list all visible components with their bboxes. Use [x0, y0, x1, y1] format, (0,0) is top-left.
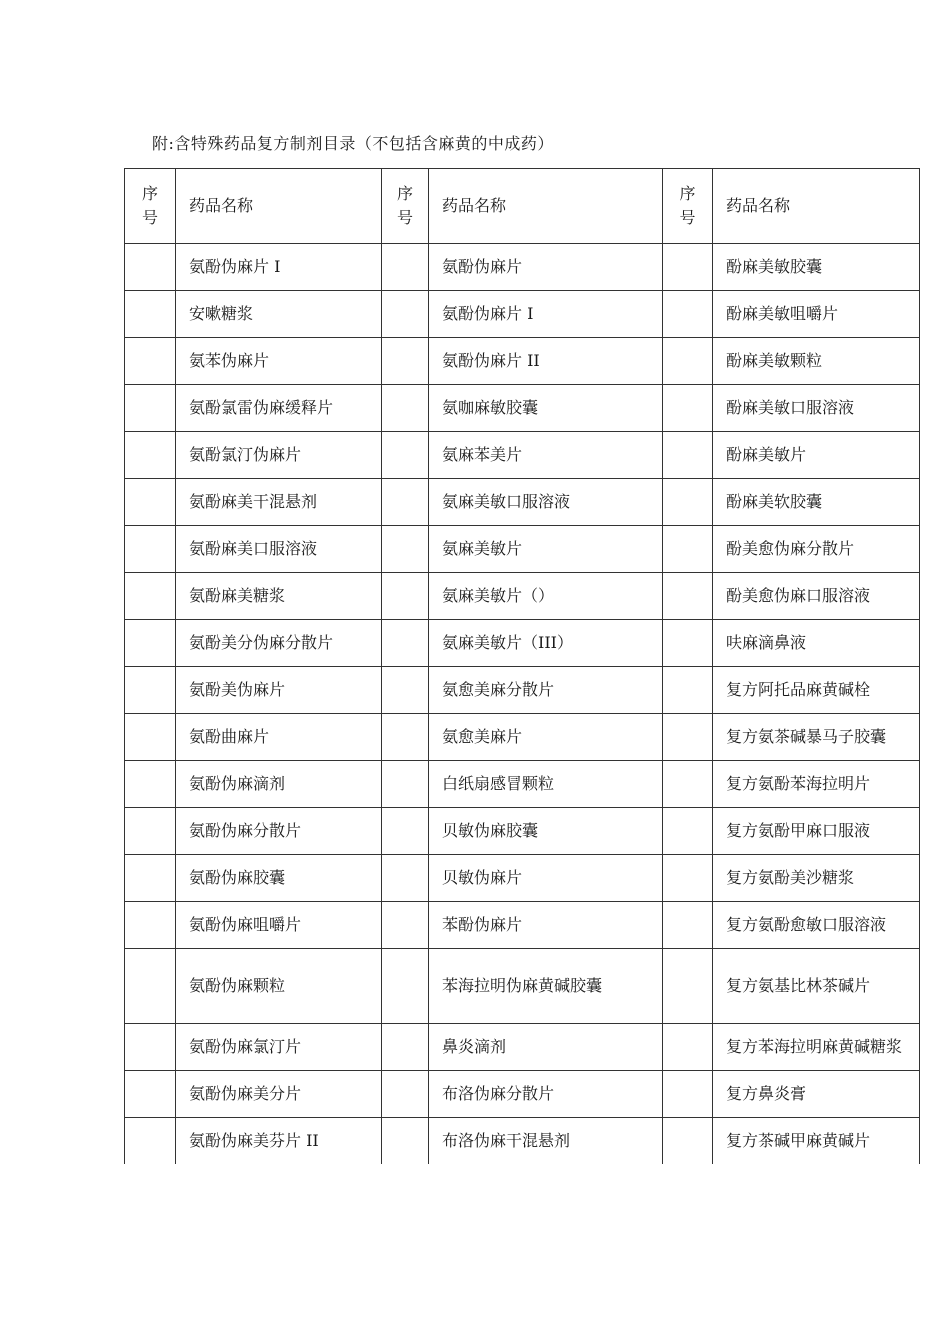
drug-name-cell: 复方氨酚愈敏口服溶液: [713, 902, 920, 949]
drug-name-cell: 复方阿托品麻黄碱栓: [713, 667, 920, 714]
drug-name-cell: 氨愈美麻片: [429, 714, 663, 761]
drug-name-cell: 氨咖麻敏胶囊: [429, 385, 663, 432]
row-number-cell: [663, 291, 713, 338]
row-number-cell: [382, 667, 429, 714]
row-number-cell: [125, 385, 176, 432]
table-row: [125, 620, 920, 667]
row-number-cell: [663, 714, 713, 761]
row-number-cell: [125, 1024, 176, 1071]
row-number-cell: [382, 1024, 429, 1071]
drug-name-cell: 酚美愈伪麻口服溶液: [713, 573, 920, 620]
row-number-cell: [663, 620, 713, 667]
row-number-cell: [382, 573, 429, 620]
row-number-cell: [663, 1118, 713, 1165]
drug-name-cell: 复方苯海拉明麻黄碱糖浆: [713, 1024, 920, 1071]
row-number-cell: [663, 244, 713, 291]
drug-name-cell: 氨酚美分伪麻分散片: [176, 620, 382, 667]
drug-name-cell: 氨酚伪麻分散片: [176, 808, 382, 855]
table-row: [125, 432, 920, 479]
drug-name-cell: 鼻炎滴剂: [429, 1024, 663, 1071]
table-row: [125, 667, 920, 714]
table-row: [125, 855, 920, 902]
drug-name-cell: 氨酚美伪麻片: [176, 667, 382, 714]
row-number-cell: [663, 385, 713, 432]
drug-name-cell: 酚麻美敏口服溶液: [713, 385, 920, 432]
drug-name-cell: 安嗽糖浆: [176, 291, 382, 338]
drug-name-cell: 复方茶碱甲麻黄碱片: [713, 1118, 920, 1165]
row-number-cell: [663, 338, 713, 385]
drug-name-cell: 复方氨酚甲麻口服液: [713, 808, 920, 855]
row-number-cell: [663, 479, 713, 526]
row-number-cell: [125, 808, 176, 855]
drug-name-cell: 酚麻美敏胶囊: [713, 244, 920, 291]
drug-name-cell: 酚麻美敏颗粒: [713, 338, 920, 385]
row-number-cell: [663, 855, 713, 902]
drug-name-cell: 氨麻美敏口服溶液: [429, 479, 663, 526]
drug-name-cell: 氨酚麻美口服溶液: [176, 526, 382, 573]
drug-name-cell: 复方氨基比林茶碱片: [713, 949, 920, 1024]
row-number-cell: [663, 526, 713, 573]
row-number-cell: [125, 1071, 176, 1118]
drug-name-cell: 氨酚伪麻片 I: [429, 291, 663, 338]
column-header-number: 序 号: [663, 169, 713, 244]
row-number-cell: [382, 714, 429, 761]
row-number-cell: [125, 620, 176, 667]
row-number-cell: [663, 902, 713, 949]
row-number-cell: [382, 1118, 429, 1165]
row-number-cell: [382, 1071, 429, 1118]
drug-name-cell: 氨酚伪麻片: [429, 244, 663, 291]
table-row: [125, 385, 920, 432]
row-number-cell: [382, 855, 429, 902]
table-row: [125, 291, 920, 338]
drug-name-cell: 氨苯伪麻片: [176, 338, 382, 385]
row-number-cell: [382, 338, 429, 385]
drug-name-cell: 复方氨酚美沙糖浆: [713, 855, 920, 902]
row-number-cell: [382, 244, 429, 291]
drug-name-cell: 氨酚曲麻片: [176, 714, 382, 761]
row-number-cell: [125, 1118, 176, 1165]
table-row: [125, 761, 920, 808]
row-number-cell: [663, 667, 713, 714]
column-header-drug-name: 药品名称: [429, 169, 663, 244]
table-row: [125, 1118, 920, 1165]
row-number-cell: [125, 338, 176, 385]
drug-name-cell: 氨麻苯美片: [429, 432, 663, 479]
column-header-drug-name: 药品名称: [713, 169, 920, 244]
drug-name-cell: 复方氨酚苯海拉明片: [713, 761, 920, 808]
table-row: [125, 808, 920, 855]
drug-catalog-table: [124, 168, 920, 1164]
drug-name-cell: 苯酚伪麻片: [429, 902, 663, 949]
row-number-cell: [382, 526, 429, 573]
table-row: [125, 714, 920, 761]
drug-name-cell: 氨酚伪麻胶囊: [176, 855, 382, 902]
drug-name-cell: 呋麻滴鼻液: [713, 620, 920, 667]
table-row: [125, 1024, 920, 1071]
table-row: [125, 244, 920, 291]
table-header-row: [125, 169, 920, 244]
row-number-cell: [125, 432, 176, 479]
row-number-cell: [125, 526, 176, 573]
table-row: [125, 1071, 920, 1118]
column-header-drug-name: 药品名称: [176, 169, 382, 244]
drug-name-cell: 氨酚伪麻滴剂: [176, 761, 382, 808]
table-row: [125, 902, 920, 949]
drug-name-cell: 氨酚伪麻片 II: [429, 338, 663, 385]
row-number-cell: [125, 855, 176, 902]
drug-name-cell: 氨愈美麻分散片: [429, 667, 663, 714]
row-number-cell: [125, 573, 176, 620]
row-number-cell: [125, 714, 176, 761]
row-number-cell: [382, 949, 429, 1024]
row-number-cell: [663, 949, 713, 1024]
drug-name-cell: 氨酚麻美糖浆: [176, 573, 382, 620]
row-number-cell: [382, 808, 429, 855]
drug-name-cell: 氨麻美敏片: [429, 526, 663, 573]
row-number-cell: [382, 902, 429, 949]
row-number-cell: [382, 479, 429, 526]
row-number-cell: [125, 667, 176, 714]
drug-name-cell: 氨酚氯雷伪麻缓释片: [176, 385, 382, 432]
drug-name-cell: 氨酚伪麻咀嚼片: [176, 902, 382, 949]
drug-name-cell: 氨酚伪麻氯汀片: [176, 1024, 382, 1071]
drug-name-cell: 酚麻美软胶囊: [713, 479, 920, 526]
drug-name-cell: 贝敏伪麻片: [429, 855, 663, 902]
row-number-cell: [382, 620, 429, 667]
drug-name-cell: 氨酚氯汀伪麻片: [176, 432, 382, 479]
row-number-cell: [125, 761, 176, 808]
drug-name-cell: 酚麻美敏咀嚼片: [713, 291, 920, 338]
drug-name-cell: 氨酚伪麻美芬片 II: [176, 1118, 382, 1165]
drug-name-cell: 贝敏伪麻胶囊: [429, 808, 663, 855]
drug-name-cell: 氨麻美敏片（III）: [429, 620, 663, 667]
row-number-cell: [663, 1024, 713, 1071]
row-number-cell: [125, 291, 176, 338]
row-number-cell: [125, 244, 176, 291]
row-number-cell: [663, 573, 713, 620]
row-number-cell: [382, 432, 429, 479]
column-header-number: 序 号: [382, 169, 429, 244]
row-number-cell: [125, 479, 176, 526]
row-number-cell: [663, 432, 713, 479]
drug-name-cell: 酚美愈伪麻分散片: [713, 526, 920, 573]
row-number-cell: [382, 761, 429, 808]
row-number-cell: [663, 761, 713, 808]
row-number-cell: [382, 385, 429, 432]
drug-name-cell: 氨酚伪麻美分片: [176, 1071, 382, 1118]
drug-name-cell: 氨麻美敏片（）: [429, 573, 663, 620]
row-number-cell: [125, 902, 176, 949]
drug-name-cell: 复方鼻炎膏: [713, 1071, 920, 1118]
row-number-cell: [382, 291, 429, 338]
drug-name-cell: 酚麻美敏片: [713, 432, 920, 479]
table-row: [125, 479, 920, 526]
drug-name-cell: 复方氨茶碱暴马子胶囊: [713, 714, 920, 761]
row-number-cell: [663, 808, 713, 855]
table-row: [125, 338, 920, 385]
column-header-number: 序 号: [125, 169, 176, 244]
page-title: 附:含特殊药品复方制剂目录（不包括含麻黄的中成药）: [152, 134, 554, 153]
drug-name-cell: 布洛伪麻干混悬剂: [429, 1118, 663, 1165]
drug-name-cell: 氨酚伪麻片 I: [176, 244, 382, 291]
drug-name-cell: 白纸扇感冒颗粒: [429, 761, 663, 808]
table-row: [125, 573, 920, 620]
table-row: [125, 949, 920, 1024]
row-number-cell: [663, 1071, 713, 1118]
drug-name-cell: 布洛伪麻分散片: [429, 1071, 663, 1118]
drug-name-cell: 氨酚麻美干混悬剂: [176, 479, 382, 526]
drug-name-cell: 苯海拉明伪麻黄碱胶囊: [429, 949, 663, 1024]
table-row: [125, 526, 920, 573]
drug-name-cell: 氨酚伪麻颗粒: [176, 949, 382, 1024]
row-number-cell: [125, 949, 176, 1024]
